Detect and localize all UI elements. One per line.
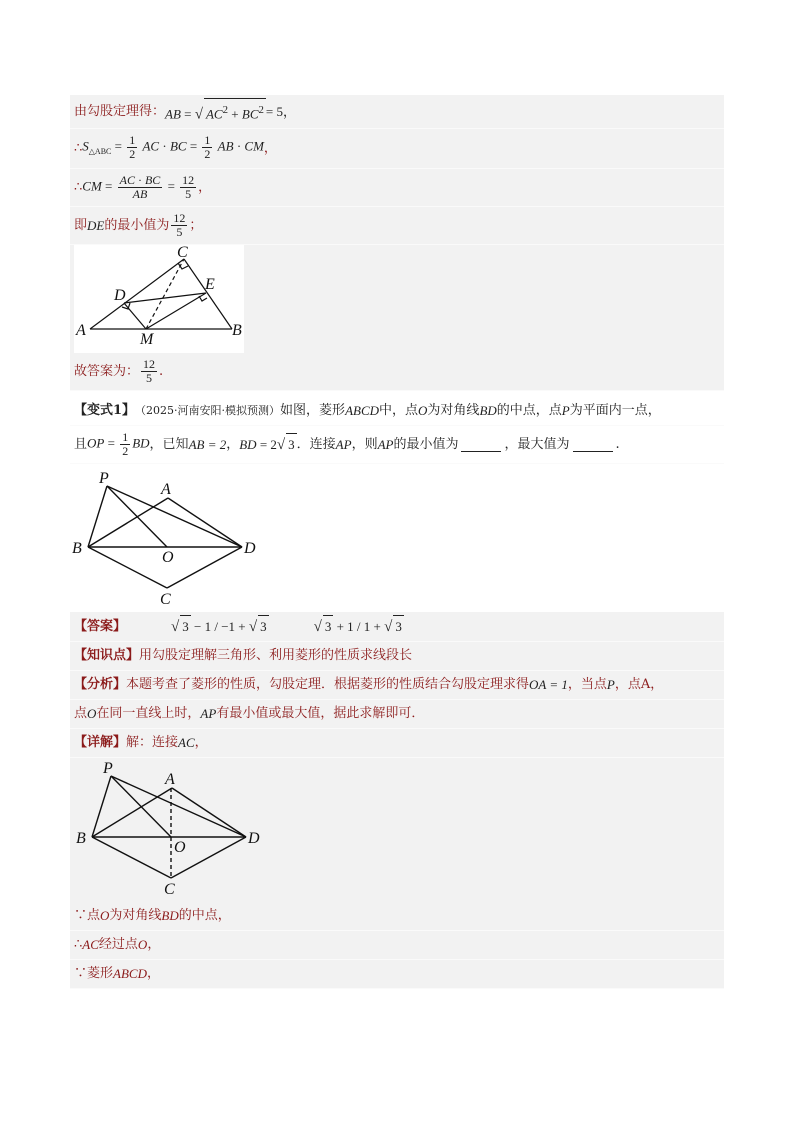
label-b: B [76, 830, 86, 848]
figure1 [74, 245, 244, 353]
s1-mid: 为对角线 [109, 908, 162, 924]
label-a: A [161, 481, 171, 499]
pythagoras-text: 由勾股定理得： [74, 103, 166, 119]
answer-blank-max[interactable] [573, 437, 613, 452]
s1-end: 的中点， [178, 908, 231, 924]
analysis-tag: 【分析】 [74, 677, 127, 693]
variant-line-2 [70, 426, 724, 464]
analysis-p: P [606, 677, 615, 693]
analysis-line-2 [70, 700, 724, 729]
s1-bd: BD [161, 908, 179, 924]
variant-text-a: 如图，菱形 [280, 403, 346, 419]
figure1-row [70, 245, 724, 353]
label-p: P [99, 470, 109, 488]
s3-because: ∵菱形 [74, 966, 114, 982]
variant-text-b: 中，点 [379, 403, 419, 419]
label-p: P [103, 760, 113, 778]
figure3-row [70, 758, 724, 902]
s2-ac: AC [82, 937, 99, 953]
de-var: DE [87, 217, 105, 233]
variant-text-d: 的中点，点 [496, 403, 562, 419]
variant-bd: BD [479, 403, 497, 419]
variant-line-1 [70, 397, 724, 426]
area-formula: $S_{\triangle ABC}$ = $\frac{1}{2}$ AC · BC = $\frac{1}{2}$ AB · CM [82, 133, 264, 162]
knowledge-line [70, 642, 724, 671]
answer-result-text: 故答案为： [74, 363, 140, 379]
detail-tag: 【详解】 [74, 735, 127, 751]
analysis-text-1: 本题考查了菱形的性质，勾股定理．根据菱形的性质结合勾股定理求得 [126, 677, 530, 693]
label-o: O [162, 549, 174, 567]
label-b: B [72, 540, 82, 558]
label-d: D [248, 830, 260, 848]
analysis-line-1 [70, 671, 724, 700]
de-end: ； [189, 217, 203, 233]
answer-result-fraction: $\frac{12}{5}$ [143, 357, 156, 386]
variant-tag: 【变式1】 [74, 403, 136, 419]
de-min-fraction: $\frac{12}{5}$ [173, 211, 186, 240]
answer-max: √ 3 + 1 / 1 + √ 3 [314, 615, 404, 638]
analysis-l2-b: 在同一直线上时， [96, 706, 201, 722]
figure2 [70, 464, 724, 612]
pythagoras-line [70, 95, 724, 129]
answer-blank-min[interactable] [461, 437, 501, 452]
therefore-symbol: ∴ [74, 140, 83, 156]
variant-l2-g: ，最大值为 [504, 436, 570, 452]
step-line-2 [70, 931, 724, 960]
analysis-l2-c: 有最小值或最大值，据此求解即可． [216, 706, 425, 722]
variant-l2-a: 且 [74, 436, 88, 452]
detail-ac: AC [178, 735, 195, 751]
area-line-end: ， [263, 140, 277, 156]
ab-formula: AB = √ $AC^2 + BC^2$ [165, 98, 266, 125]
s3-abcd: ABCD [113, 966, 147, 982]
variant-l2-e: ，则 [351, 436, 378, 452]
label-b: B [232, 322, 242, 340]
variant-source: （2025·河南安阳·模拟预测） [135, 404, 281, 418]
s2-therefore: ∴ [74, 937, 83, 953]
variant-l2-d: ．连接 [296, 436, 336, 452]
analysis-l2-a: 点 [74, 706, 88, 722]
detail-line [70, 729, 724, 758]
triangle-diagram [74, 245, 244, 349]
label-m: M [140, 331, 154, 349]
de-prefix: 即 [74, 217, 88, 233]
answer-tag: 【答案】 [74, 618, 127, 634]
analysis-ap: AP [200, 706, 217, 722]
label-c: C [177, 245, 188, 262]
s1-o: O [100, 908, 110, 924]
label-c: C [164, 881, 175, 899]
s3-end: ， [146, 966, 160, 982]
variant-l2-b: ，已知 [149, 436, 189, 452]
analysis-oa: OA = 1 [529, 677, 568, 693]
answer-line [70, 612, 724, 642]
s2-mid: 经过点 [98, 937, 138, 953]
op-formula: OP = $\frac{1}{2}$ BD [87, 430, 150, 459]
area-line [70, 129, 724, 169]
answer-min: √ 3 − 1 / −1 + √ 3 [171, 615, 269, 638]
answer-result-end: . [159, 363, 164, 379]
detail-end: ， [194, 735, 208, 751]
variant-abcd: ABCD [345, 403, 380, 419]
rhombus-diagram-with-ac [74, 758, 274, 898]
analysis-o: O [87, 706, 97, 722]
cm-formula: CM = $\frac{AC \cdot BC}{AB}$ = $\frac{12}{5}$ [82, 173, 195, 202]
label-d: D [114, 287, 126, 305]
label-a: A [76, 322, 86, 340]
knowledge-text: 用勾股定理解三角形、利用菱形的性质求线段长 [139, 648, 413, 664]
label-o: O [174, 839, 186, 857]
variant-p: P [561, 403, 570, 419]
ab-eq: AB = 2 [188, 436, 227, 452]
knowledge-tag: 【知识点】 [74, 648, 140, 664]
analysis-text-3: ，点A， [614, 677, 664, 693]
cm-line [70, 169, 724, 207]
de-min-line [70, 207, 724, 245]
de-mid: 的最小值为 [104, 217, 170, 233]
s2-o: O [137, 937, 148, 953]
therefore-symbol: ∴ [74, 179, 83, 195]
label-c: C [160, 591, 171, 609]
step-line-3 [70, 960, 724, 989]
step-line-1 [70, 902, 724, 931]
variant-o: O [418, 403, 428, 419]
variant-l2-h: . [615, 436, 620, 452]
bd-formula: BD = 2√ 3 [239, 433, 296, 456]
variant-text-c: 为对角线 [427, 403, 480, 419]
detail-text: 解：连接 [126, 735, 179, 751]
s1-because: ∵点 [74, 908, 101, 924]
variant-ap: AP [335, 436, 352, 452]
label-a: A [165, 771, 175, 789]
label-e: E [205, 276, 215, 294]
cm-line-end: ， [198, 179, 212, 195]
variant-ap-2: AP [377, 436, 394, 452]
ab-result: = 5， [265, 103, 297, 119]
rhombus-diagram [70, 468, 270, 608]
answer-result-line [70, 353, 724, 391]
s2-end: ， [147, 937, 161, 953]
document-page [70, 95, 724, 989]
analysis-text-2: ，当点 [567, 677, 607, 693]
label-d: D [244, 540, 256, 558]
variant-l2-c: ， [226, 436, 240, 452]
variant-l2-f: 的最小值为 [393, 436, 459, 452]
variant-text-e: 为平面内一点， [569, 403, 661, 419]
